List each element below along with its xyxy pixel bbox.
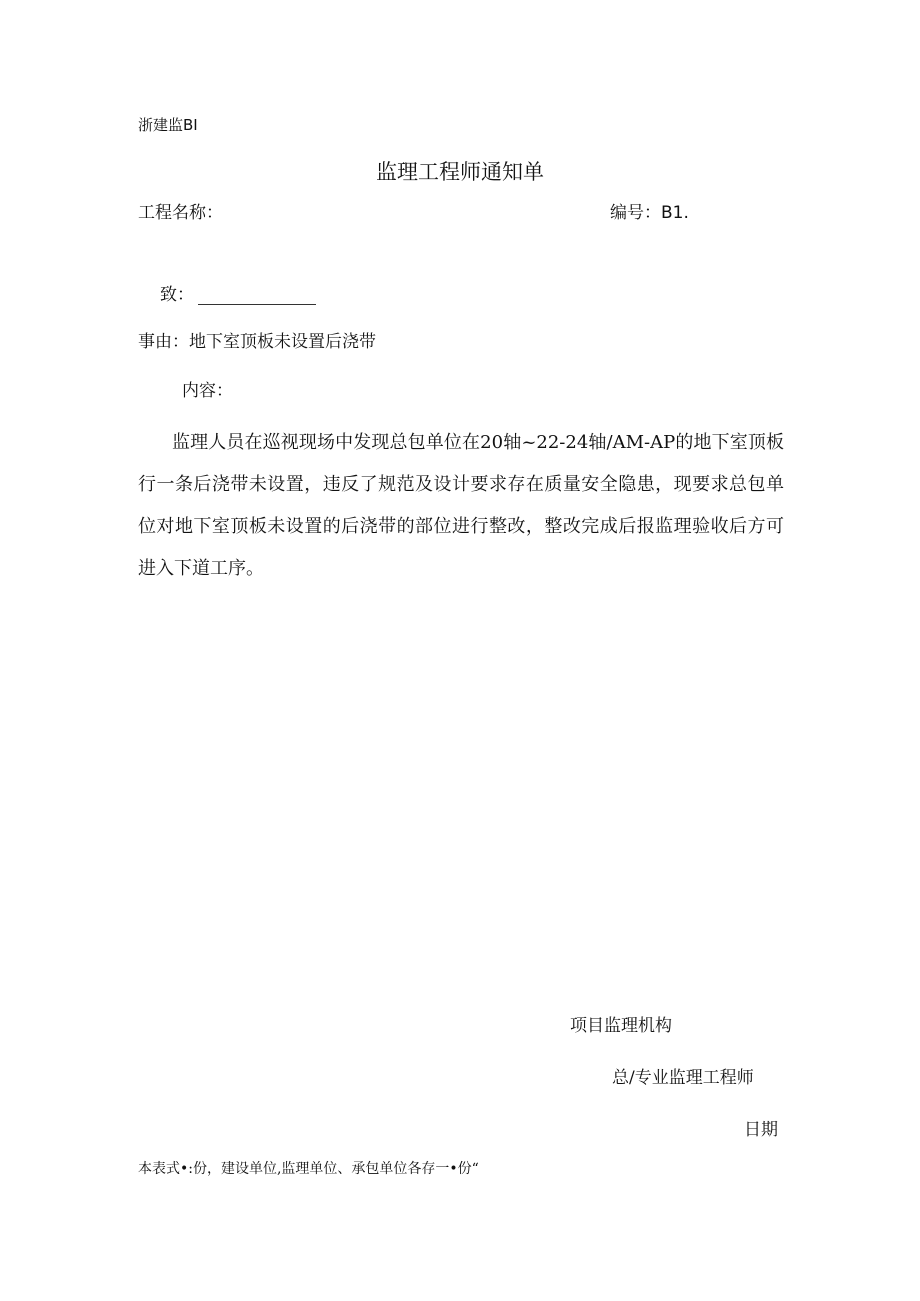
date-label: 日期	[744, 1120, 778, 1140]
serial-number: 编号：B1.	[610, 203, 689, 223]
supervision-org: 项目监理机构	[570, 1016, 672, 1036]
recipient-label: 致：	[160, 285, 194, 305]
footer-note: 本表式•:份，建设单位,监理单位、承包单位各存一•份“	[138, 1161, 479, 1177]
recipient-blank	[198, 288, 316, 305]
recipient-line	[160, 280, 316, 305]
supervising-engineer: 总/专业监理工程师	[612, 1068, 754, 1088]
content-label: 内容：	[182, 381, 233, 401]
content-body: 监理人员在巡视现场中发现总包单位在20轴~22-24轴/AM-AP的地下室顶板行一条后浇带未设置，违反了规范及设计要求存在质量安全隐患，现要求总包单位对地下室顶板未设置的后浇带的部位进行整改，整改完成后报监理验收后方可进入下道工序。	[138, 432, 784, 579]
page-title: 监理工程师通知单	[376, 160, 544, 184]
subject-line: 事由：地下室顶板未设置后浇带	[138, 332, 376, 352]
project-name-label: 工程名称：	[138, 203, 223, 223]
form-code: 浙建监BI	[138, 116, 198, 134]
